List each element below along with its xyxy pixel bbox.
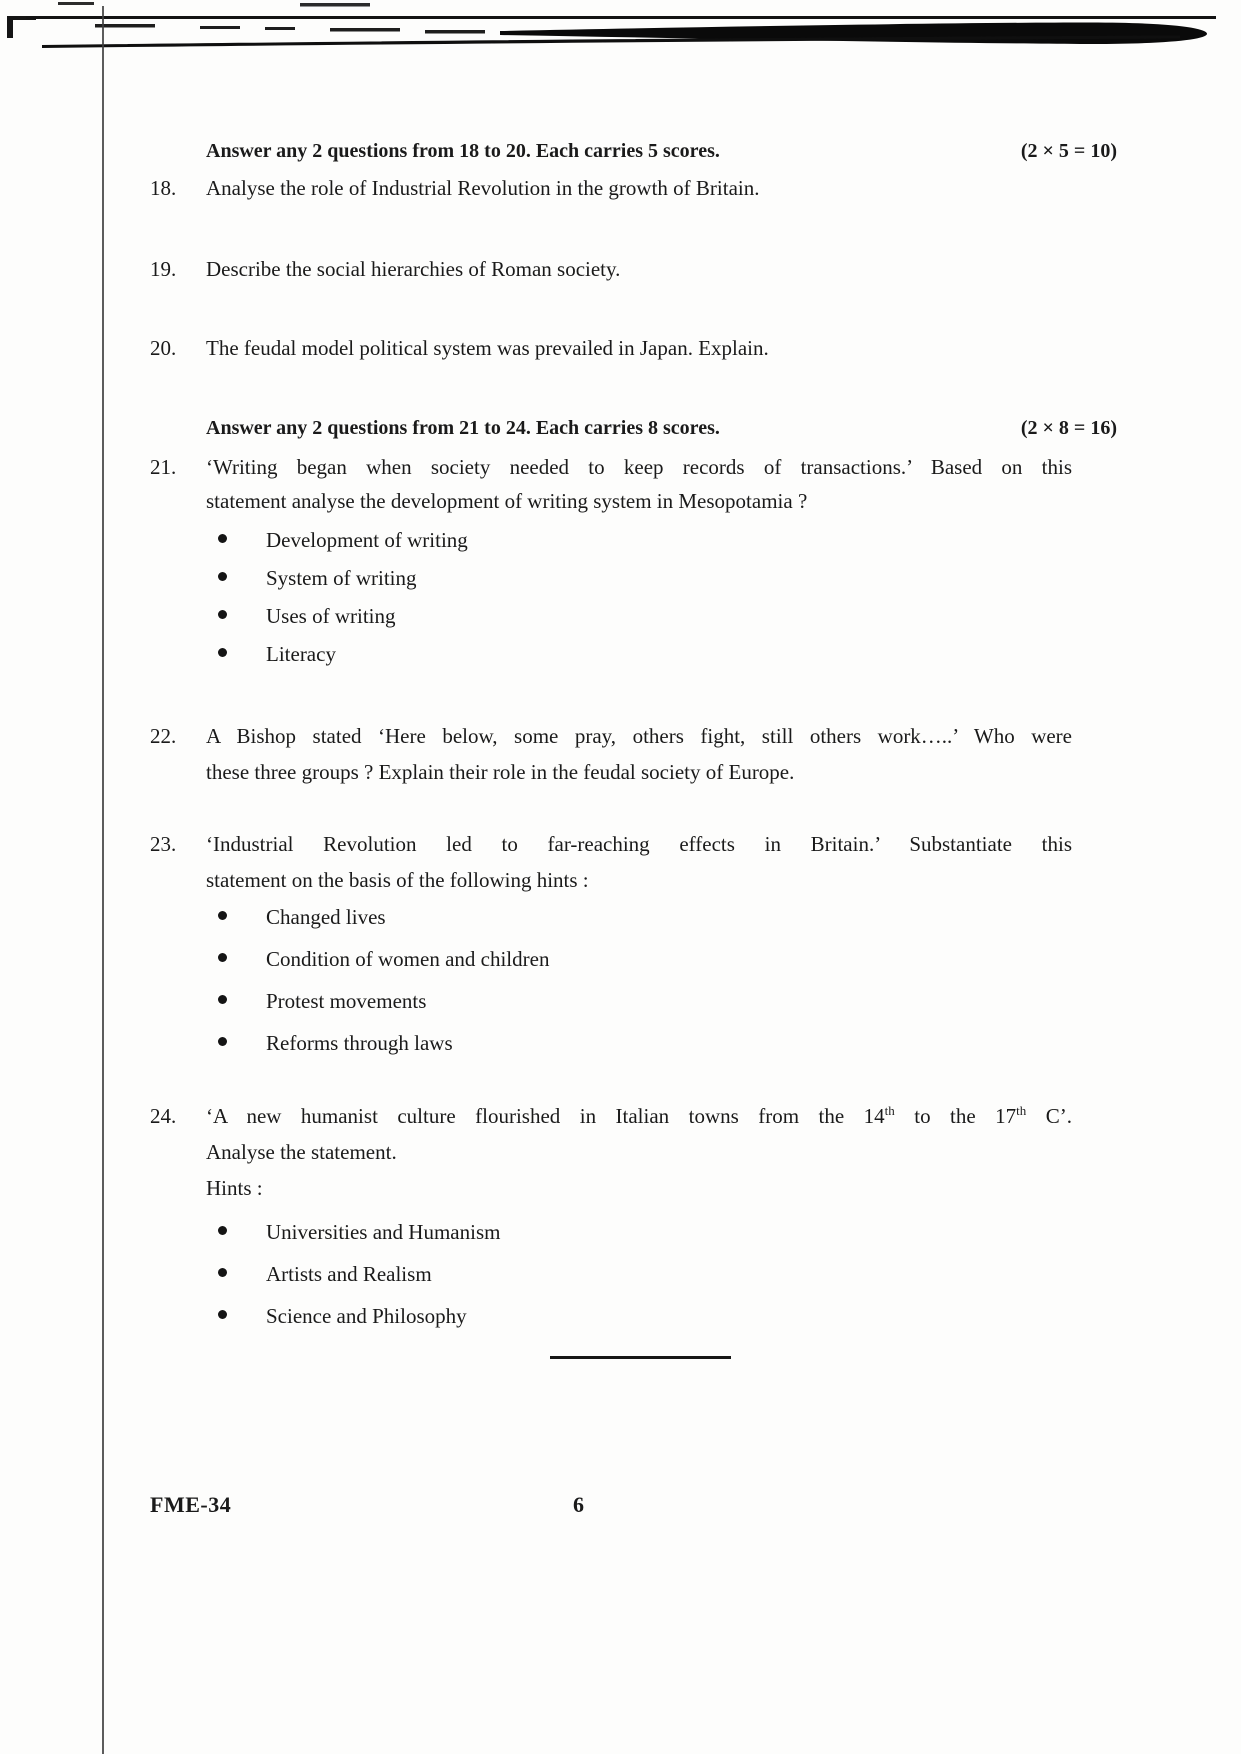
question-21-bullet-3 (218, 604, 396, 629)
section-18-20-header (206, 140, 1117, 163)
section-18-20-instruction: Answer any 2 questions from 18 to 20. Each carries 5 scores. (206, 140, 720, 162)
bullet-label: Literacy (266, 642, 336, 666)
bullet-dot-icon (218, 610, 227, 619)
ordinal-superscript: th (1016, 1103, 1027, 1118)
question-21-number: 21. (150, 455, 177, 479)
question-24-bullet-2 (218, 1262, 432, 1287)
question-23-bullet-1 (218, 905, 386, 930)
question-24-text-part: C’. (1026, 1104, 1072, 1128)
question-21-bullet-1 (218, 528, 468, 553)
question-22-text-line-2: these three groups ? Explain their role in the feudal society of Europe. (206, 760, 795, 784)
question-24-number: 24. (150, 1104, 177, 1128)
bullet-dot-icon (218, 648, 227, 657)
question-24-text-part: to the 17 (894, 1104, 1017, 1128)
bullet-dot-icon (218, 1226, 227, 1235)
scan-artifact-top-streaks (0, 0, 1241, 60)
question-24-bullet-3 (218, 1304, 467, 1329)
question-18-number: 18. (150, 176, 177, 200)
bullet-label: Protest movements (266, 989, 427, 1013)
question-21-text-line-2: statement analyse the development of writing system in Mesopotamia ? (206, 489, 808, 513)
question-24-text-part: ‘A new humanist culture flourished in Italian towns from the 14 (206, 1104, 885, 1128)
section-21-24-score-note: (2 × 8 = 16) (1020, 417, 1117, 439)
question-22-text-line-1: A Bishop stated ‘Here below, some pray, others fight, still others work…..’ Who were (206, 724, 1072, 748)
bullet-dot-icon (218, 911, 227, 920)
question-23-bullet-4 (218, 1031, 453, 1056)
question-21-bullet-4 (218, 642, 336, 667)
bullet-dot-icon (218, 1268, 227, 1277)
question-19-text: Describe the social hierarchies of Roman society. (206, 257, 621, 281)
question-19-number: 19. (150, 257, 177, 281)
question-23-bullet-2 (218, 947, 549, 972)
bullet-dot-icon (218, 572, 227, 581)
question-23-number: 23. (150, 832, 177, 856)
question-18-text: Analyse the role of Industrial Revolution in the growth of Britain. (206, 176, 760, 200)
bullet-label: Artists and Realism (266, 1262, 432, 1286)
bullet-label: Reforms through laws (266, 1031, 453, 1055)
footer-page-number: 6 (573, 1492, 584, 1517)
question-23-bullet-3 (218, 989, 426, 1014)
bullet-dot-icon (218, 995, 227, 1004)
question-24-hints-label: Hints : (206, 1176, 263, 1200)
bullet-label: Universities and Humanism (266, 1220, 501, 1244)
ordinal-superscript: th (884, 1103, 895, 1118)
bullet-dot-icon (218, 953, 227, 962)
bullet-dot-icon (218, 1037, 227, 1046)
question-20-text: The feudal model political system was prevailed in Japan. Explain. (206, 336, 769, 360)
question-21-text-line-1: ‘Writing began when society needed to keep records of transactions.’ Based on this (206, 455, 1072, 479)
scan-page-edge-line (102, 6, 104, 1754)
question-23-text-line-2: statement on the basis of the following hints : (206, 868, 589, 892)
footer-paper-code: FME-34 (150, 1492, 232, 1517)
question-24-text-line-2: Analyse the statement. (206, 1140, 397, 1164)
section-18-20-score-note: (2 × 5 = 10) (1020, 140, 1117, 162)
bullet-label: Changed lives (266, 905, 386, 929)
bullet-dot-icon (218, 534, 227, 543)
bullet-label: Uses of writing (266, 604, 396, 628)
question-21-bullet-2 (218, 566, 417, 591)
bullet-label: System of writing (266, 566, 417, 590)
bullet-dot-icon (218, 1310, 227, 1319)
bullet-label: Science and Philosophy (266, 1304, 467, 1328)
end-divider-line (550, 1356, 731, 1359)
question-24-bullet-1 (218, 1220, 500, 1245)
section-21-24-instruction: Answer any 2 questions from 21 to 24. Each carries 8 scores. (206, 417, 720, 439)
section-21-24-header (206, 417, 1117, 440)
question-22-number: 22. (150, 724, 177, 748)
bullet-label: Condition of women and children (266, 947, 550, 971)
question-24-text-line-1 (206, 1104, 1072, 1129)
question-23-text-line-1: ‘Industrial Revolution led to far-reaching effects in Britain.’ Substantiate this (206, 832, 1072, 856)
question-20-number: 20. (150, 336, 177, 360)
bullet-label: Development of writing (266, 528, 468, 552)
